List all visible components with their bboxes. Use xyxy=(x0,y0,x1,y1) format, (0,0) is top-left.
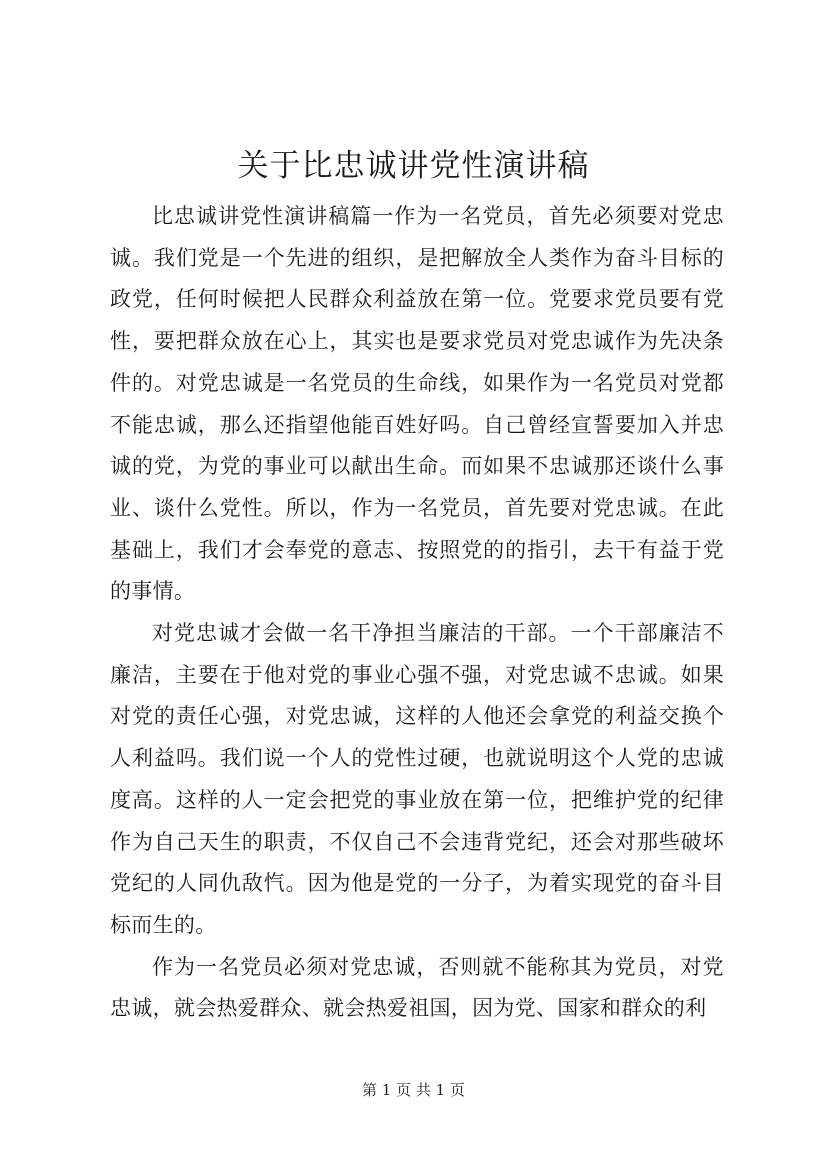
document-body xyxy=(110,196,724,1030)
paragraph-1: 比忠诚讲党性演讲稿篇一作为一名党员，首先必须要对党忠诚。我们党是一个先进的组织，是把解放全人类作为奋斗目标的政党，任何时候把人民群众利益放在第一位。党要求党员要有党性，要把群众放在心上，其实也是要求党员对党忠诚作为先决条件的。对党忠诚是一名党员的生命线，如果作为一名党员对党都不能忠诚，那么还指望他能百姓好吗。自己曾经宣誓要加入并忠诚的党，为党的事业可以献出生命。而如果不忠诚那还谈什么事业、谈什么党性。所以，作为一名党员，首先要对党忠诚。在此基础上，我们才会奉党的意志、按照党的的指引，去干有益于党的事情。 xyxy=(110,204,724,604)
paragraph-2: 对党忠诚才会做一名干净担当廉洁的干部。一个干部廉洁不廉洁，主要在于他对党的事业心强不强，对党忠诚不忠诚。如果对党的责任心强，对党忠诚，这样的人他还会拿党的利益交换个人利益吗。我们说一个人的党性过硬，也就说明这个人党的忠诚度高。这样的人一定会把党的事业放在第一位，把维护党的纪律作为自己天生的职责，不仅自己不会违背党纪，还会对那些破坏党纪的人同仇敌忾。因为他是党的一分子，为着实现党的奋斗目标而生的。 xyxy=(110,621,724,937)
paragraph-3: 作为一名党员必须对党忠诚，否则就不能称其为党员，对党忠诚，就会热爱群众、就会热爱祖国，因为党、国家和群众的利 xyxy=(110,954,724,1021)
document-title: 关于比忠诚讲党性演讲稿 xyxy=(237,148,590,184)
page-footer: 第 1 页 共 1 页 xyxy=(362,1081,465,1099)
